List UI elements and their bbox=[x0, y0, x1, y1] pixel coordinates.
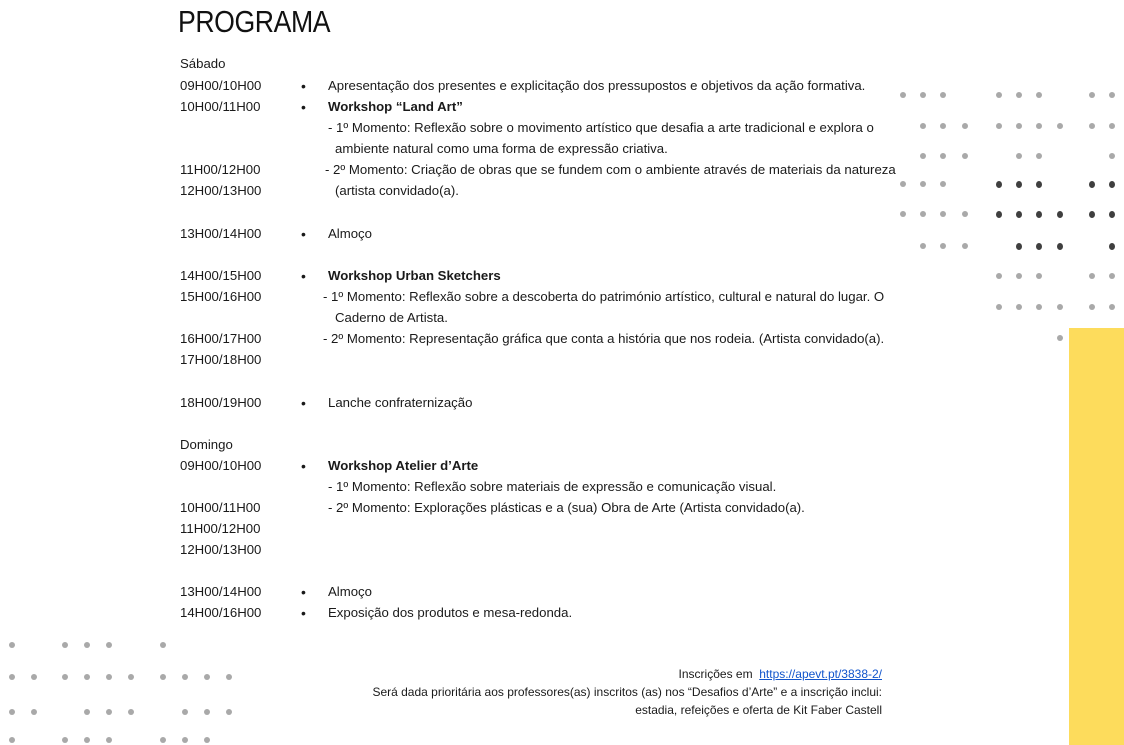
time-slot: 14H00/15H00 bbox=[180, 268, 262, 283]
bullet: • bbox=[301, 99, 306, 115]
time-slot: 18H00/19H00 bbox=[180, 395, 262, 410]
bullet: • bbox=[301, 458, 306, 474]
registration-link[interactable]: https://apevt.pt/3838-2/ bbox=[759, 667, 882, 681]
time-slot: 09H00/10H00 bbox=[180, 458, 262, 473]
time-slot: 13H00/14H00 bbox=[180, 584, 262, 599]
bullet: • bbox=[301, 78, 306, 94]
moment-text: - 2º Momento: Explorações plásticas e a (sua) Obra de Arte (Artista convidado(a). bbox=[328, 500, 805, 515]
moment-text: - 1º Momento: Reflexão sobre o movimento artístico que desafia a arte tradicional e explora o bbox=[328, 120, 874, 135]
moment-text: - 1º Momento: Reflexão sobre a descoberta do património artístico, cultural e natural do lugar. O bbox=[323, 289, 885, 304]
time-slot: 10H00/11H00 bbox=[180, 99, 261, 114]
moment-text: (artista convidado(a). bbox=[335, 183, 459, 198]
item-snack: Lanche confraternização bbox=[328, 395, 473, 410]
registration-label: Inscrições em bbox=[678, 667, 753, 681]
includes-note: estadia, refeições e oferta de Kit Faber Castell bbox=[635, 703, 882, 717]
item-presentation: Apresentação dos presentes e explicitação dos pressupostos e objetivos da ação formativa. bbox=[328, 78, 866, 93]
item-exhibition: Exposição dos produtos e mesa-redonda. bbox=[328, 605, 573, 620]
bullet: • bbox=[301, 605, 306, 621]
time-slot: 16H00/17H00 bbox=[180, 331, 262, 346]
time-slot: 09H00/10H00 bbox=[180, 78, 262, 93]
moment-text: - 2º Momento: Representação gráfica que conta a história que nos rodeia. (Artista convidado(a). bbox=[323, 331, 885, 346]
moment-text: - 1º Momento: Reflexão sobre materiais de expressão e comunicação visual. bbox=[328, 479, 777, 494]
moment-text: - 2º Momento: Criação de obras que se fundem com o ambiente através de materiais da natureza bbox=[325, 162, 896, 177]
bullet: • bbox=[301, 584, 306, 600]
item-lunch-sunday: Almoço bbox=[328, 584, 372, 599]
item-lunch: Almoço bbox=[328, 226, 372, 241]
priority-note: Será dada prioritária aos professores(as) inscritos (as) nos “Desafios d’Arte” e a inscrição inclui: bbox=[372, 685, 882, 699]
time-slot: 13H00/14H00 bbox=[180, 226, 262, 241]
registration-line bbox=[372, 665, 882, 683]
moment-text: ambiente natural como uma forma de expressão criativa. bbox=[335, 141, 668, 156]
item-workshop-urban-sketchers: Workshop Urban Sketchers bbox=[328, 268, 501, 283]
registration-footer bbox=[372, 665, 882, 719]
time-slot: 17H00/18H00 bbox=[180, 352, 262, 367]
day-heading-sunday: Domingo bbox=[180, 437, 233, 452]
time-slot: 10H00/11H00 bbox=[180, 500, 261, 515]
page-title: PROGRAMA bbox=[178, 4, 331, 39]
bullet: • bbox=[301, 268, 306, 284]
bullet: • bbox=[301, 395, 306, 411]
time-slot: 11H00/12H00 bbox=[180, 521, 261, 536]
item-workshop-land-art: Workshop “Land Art” bbox=[328, 99, 463, 114]
time-slot: 11H00/12H00 bbox=[180, 162, 261, 177]
time-slot: 12H00/13H00 bbox=[180, 542, 262, 557]
item-workshop-atelier: Workshop Atelier d’Arte bbox=[328, 458, 479, 473]
bullet: • bbox=[301, 226, 306, 242]
time-slot: 12H00/13H00 bbox=[180, 183, 262, 198]
moment-text: Caderno de Artista. bbox=[335, 310, 448, 325]
time-slot: 14H00/16H00 bbox=[180, 605, 262, 620]
time-slot: 15H00/16H00 bbox=[180, 289, 262, 304]
day-heading-saturday: Sábado bbox=[180, 56, 226, 71]
